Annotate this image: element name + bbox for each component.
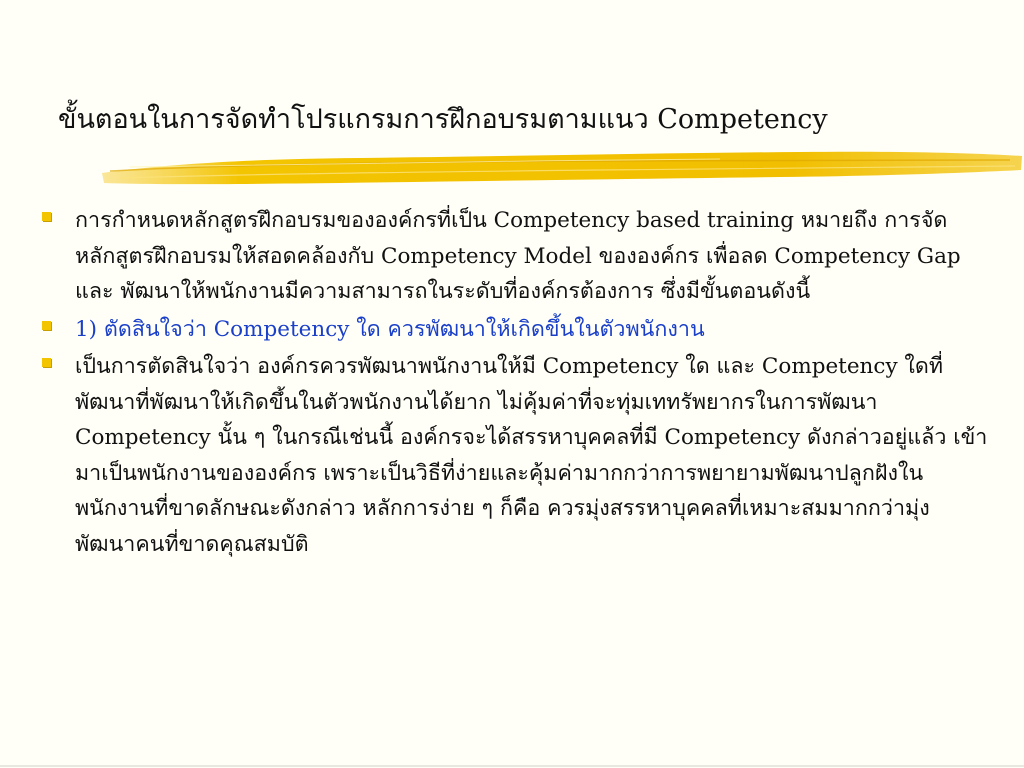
- slide-bottom-divider: [0, 765, 1024, 767]
- bullet-text: 1) ตัดสินใจว่า Competency ใด ควรพัฒนาให้เกิดขึ้นในตัวพนักงาน: [75, 316, 705, 342]
- bullet-item: [38, 349, 988, 562]
- bullet-text: เป็นการตัดสินใจว่า องค์กรควรพัฒนาพนักงานให้มี Competency ใด และ Competency ใดที่พัฒนาที่พัฒนาให้เกิดขึ้นในตัวพนักงานได้ยาก ไม่คุ้มค่าที่จะทุ่มเททรัพยากรในการพัฒนา Competency นั้น ๆ ในกรณีเช่นนี้ องค์กรจะได้สรรหาบุคคลที่มี Competency ดังกล่าวอยู่แล้ว เข้ามาเป็นพนักงานขององค์กร เพราะเป็นวิธีที่ง่ายและคุ้มค่ามากกว่าการพยายามพัฒนาปลูกฝังในพนักงานที่ขาดลักษณะดังกล่าว หลักการง่าย ๆ ก็คือ ควรมุ่งสรรหาบุคคลที่เหมาะสมมากกว่ามุ่งพัฒนาคนที่ขาดคุณสมบัติ: [75, 354, 988, 557]
- title-underline-brushstroke: [100, 143, 1024, 193]
- bullet-item-highlight: [38, 312, 988, 348]
- square-bullet-icon: [42, 212, 51, 221]
- bullet-list: [38, 203, 988, 564]
- square-bullet-icon: [42, 321, 51, 330]
- bullet-item: [38, 203, 988, 310]
- slide-title: ขั้นตอนในการจัดทำโปรแกรมการฝึกอบรมตามแนว Competency: [58, 104, 828, 135]
- square-bullet-icon: [42, 358, 51, 367]
- bullet-text: การกำหนดหลักสูตรฝึกอบรมขององค์กรที่เป็น Competency based training หมายถึง การจัดหลักสูตรฝึกอบรมให้สอดคล้องกับ Competency Model ขององค์กร เพื่อลด Competency Gap และ พัฒนาให้พนักงานมีความสามารถในระดับที่องค์กรต้องการ ซึ่งมีขั้นตอนดังนี้: [75, 208, 961, 304]
